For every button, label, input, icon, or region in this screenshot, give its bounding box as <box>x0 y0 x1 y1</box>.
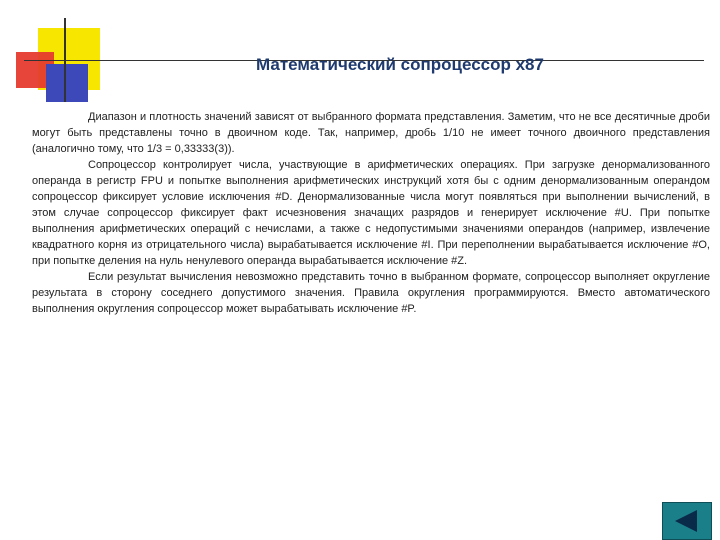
paragraph-3: Если результат вычисления невозможно представить точно в выбранном формате, сопроцессор выполняет округление результата в сторону соседнего допустимого значения. Правила округления программируются. Вместо автоматического выполнения округления сопроцессор может вырабатывать исключение #P. <box>32 271 710 315</box>
paragraph-2: Сопроцессор контролирует числа, участвующие в арифметических операциях. При загрузке денормализованного операнда в регистр FPU и попытке выполнения арифметических инструкций хотя бы с одним денормализованным операндом сопроцессор фиксирует условие исключения #D. Денормализованные числа могут появляться при выполнении вычислений, в этом случае сопроцессор фиксирует факт исчезновения значащих разрядов и генерирует исключение #U. При попытке выполнения арифметических операций с нечислами, а также с недопустимыми значениями операндов (например, извлечение квадратного корня из отрицательного числа) вырабатывается исключение #I. При переполнении вырабатывается исключение #O, при попытке деления на нуль ненулевого операнда вырабатывается исключение #Z. <box>32 159 710 267</box>
decor-blue-square <box>46 64 88 102</box>
back-button[interactable] <box>662 502 712 540</box>
paragraph-1: Диапазон и плотность значений зависят от выбранного формата представления. Заметим, что не все десятичные дроби могут быть представлены точно в двоичном коде. Так, например, дробь 1/10 не имеет точного двоичного представления (аналогично тому, что 1/3 = 0,33333(3)). <box>32 111 710 155</box>
slide-title: Математический сопроцессор x87 <box>256 55 544 74</box>
back-arrow-icon <box>663 503 711 539</box>
slide-body <box>32 109 710 317</box>
